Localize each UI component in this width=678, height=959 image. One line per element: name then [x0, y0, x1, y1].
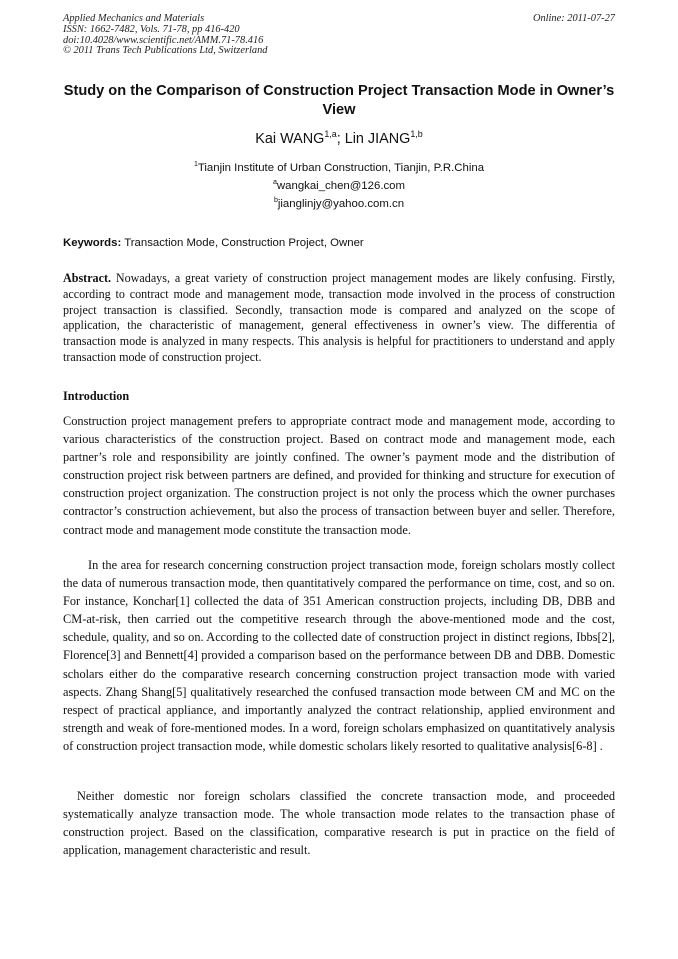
abstract-text: Nowadays, a great variety of construction project management modes are likely confusing. Firstly, according to contract mode and management mode, transaction mode involved in the process of construction project transaction is classified. Secondly, transaction mode is compared and analyzed on the scope of application, the characteristic of management, general effectiveness in owner’s view. The differentia of transaction mode is analyzed in many respects. This analysis is helpful for practitioners to understand and apply transaction mode of construction project.	[63, 271, 615, 364]
online-date: Online: 2011-07-27	[532, 13, 615, 24]
copyright-line: © 2011 Trans Tech Publications Ltd, Switzerland	[63, 45, 268, 57]
section-heading: Introduction	[63, 389, 130, 403]
affiliation-superscript: 1	[193, 161, 198, 169]
email-b	[63, 197, 615, 211]
doi-line: doi:10.4028/www.scientific.net/AMM.71-78.416	[63, 34, 264, 46]
author-name: Kai WANG	[255, 131, 325, 147]
journal-info	[63, 14, 267, 57]
author-superscript: 1,a	[324, 129, 337, 140]
keywords	[63, 236, 615, 250]
journal-name: Applied Mechanics and Materials	[63, 13, 205, 24]
intro-paragraph-1: Construction project management prefers to appropriate contract mode and management mode, according to various characteristics of the construction project. Based on contract mode and management mode, each partner’s role and responsibility are jointly confined. The owner’s payment mode and the distribution of construction project risk between partners are defined, and provided for thinking and structure for execution of construction project organization. The construction project is not only the process which the owner purchases contractor’s construction achievement, but also the process of transaction between buyer and seller. Therefore, contract mode and management mode constitute the transaction mode.	[63, 414, 615, 537]
affiliation-text: Tianjin Institute of Urban Construction, Tianjin, P.R.China	[197, 162, 485, 174]
issn-line: ISSN: 1662-7482, Vols. 71-78, pp 416-420	[63, 23, 240, 35]
email-superscript: b	[273, 197, 278, 205]
author-line	[63, 130, 615, 148]
intro-paragraph-2: In the area for research concerning construction project transaction mode, foreign scholars mostly collect the data of numerous transaction mode, then quantitatively compared the performance on time, cost, and so on. For instance, Konchar[1] collected the data of 351 American construction projects, including DB, DBB and CM-at-risk, then carried out the competitive research through the above-mentioned mode and the cost, schedule, quality, and so on. According to the collected date of construction project in distinct regions, Ibbs[2], Florence[3] and Bennett[4] provided a comparison based on the performance between DB and DBB. Domestic scholars either do the comparative research concerning construction project transaction mode with varied aspects. Zhang Shang[5] qualitatively researched the confused transaction mode between CM and MC on the respect of practical appliance, and importantly analyzed the contract relationship, applied environment and strength and weak of fore-mentioned modes. In a word, foreign scholars emphasized on quantitatively analysis of construction project transaction mode, while domestic scholars likely resorted to qualitative analysis[6-8] .	[63, 558, 615, 753]
email-text: wangkai_chen@126.com	[276, 180, 405, 192]
keywords-text: Transaction Mode, Construction Project, Owner	[121, 237, 364, 249]
author-name: Lin JIANG	[344, 131, 411, 147]
author-superscript: 1,b	[410, 129, 423, 140]
email-text: jianglinjy@yahoo.com.cn	[277, 198, 405, 210]
email-superscript: a	[273, 179, 277, 187]
abstract	[63, 271, 615, 366]
affiliation	[63, 161, 615, 175]
paper-title: Study on the Comparison of Construction Project Transaction Mode in Owner’s View	[63, 83, 615, 118]
keywords-label: Keywords:	[63, 237, 122, 249]
abstract-label: Abstract.	[63, 271, 112, 285]
author-separator: ;	[336, 131, 345, 147]
intro-paragraph-3: Neither domestic nor foreign scholars classified the concrete transaction mode, and proceeded systematically analyze transaction mode. The whole transaction mode relates to the transaction phase of construction project. Based on the classification, comparative research is put in practice on the field of application, management characteristic and result.	[63, 789, 615, 858]
email-a	[63, 179, 615, 193]
